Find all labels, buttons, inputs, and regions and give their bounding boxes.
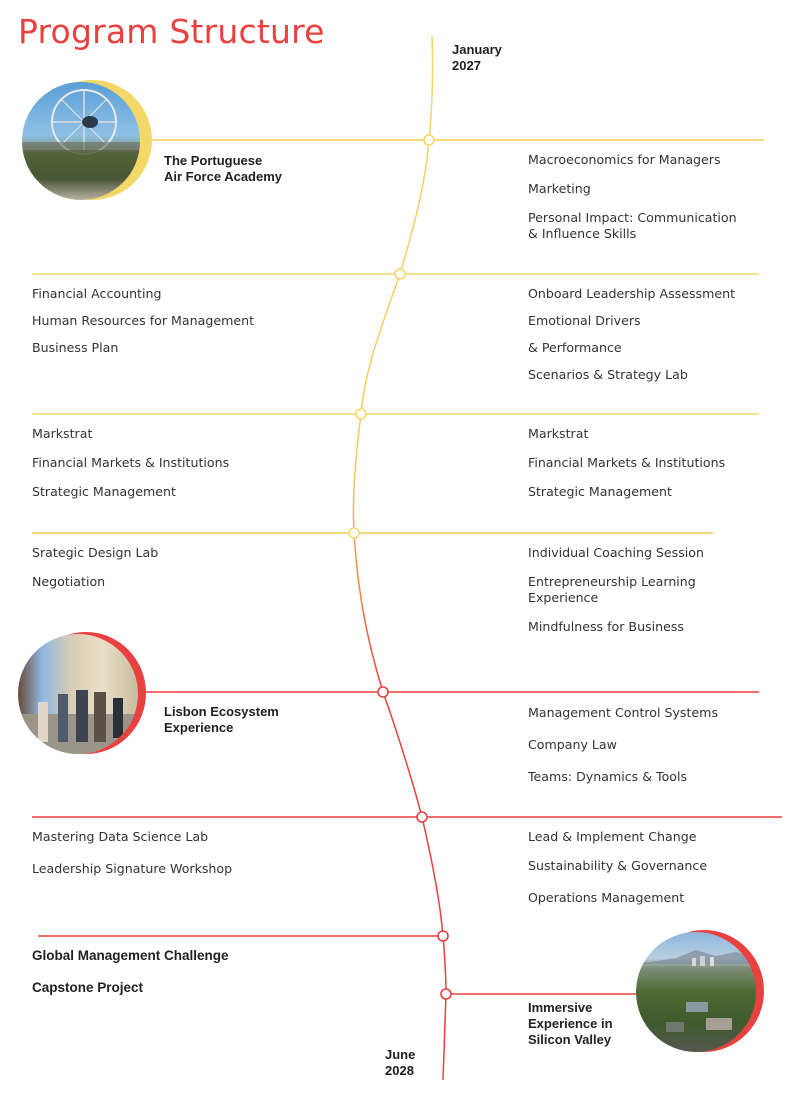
course-item-highlight: Global Management Challenge bbox=[32, 948, 229, 963]
course-item: Marketing bbox=[528, 181, 591, 196]
start-date-label bbox=[452, 42, 502, 74]
timeline-curve bbox=[353, 36, 446, 1080]
course-item: Lead & Implement Change bbox=[528, 829, 697, 844]
course-item: Negotiation bbox=[32, 574, 106, 589]
end-month: June bbox=[385, 1047, 416, 1062]
callout-line: Air Force Academy bbox=[164, 169, 283, 184]
course-item: Markstrat bbox=[32, 426, 93, 441]
end-year: 2028 bbox=[385, 1063, 414, 1078]
course-item: Emotional Drivers bbox=[528, 313, 641, 328]
course-item: Financial Markets & Institutions bbox=[32, 455, 230, 470]
course-item: Operations Management bbox=[528, 890, 685, 905]
course-item: Markstrat bbox=[528, 426, 589, 441]
course-item: Sustainability & Governance bbox=[528, 858, 708, 873]
course-item: Scenarios & Strategy Lab bbox=[528, 367, 688, 382]
lisbon-photo-art bbox=[18, 634, 138, 754]
start-year: 2027 bbox=[452, 58, 481, 73]
end-date-label bbox=[385, 1047, 415, 1079]
callout-line: Experience bbox=[164, 720, 234, 735]
course-item: & Influence Skills bbox=[528, 226, 637, 241]
callout-lisbon bbox=[164, 704, 279, 736]
course-item: Macroeconomics for Managers bbox=[528, 152, 721, 167]
course-item: Teams: Dynamics & Tools bbox=[528, 769, 688, 784]
callout-line: Silicon Valley bbox=[528, 1032, 612, 1047]
course-item: Strategic Management bbox=[528, 484, 672, 499]
page-title: Program Structure bbox=[18, 12, 325, 51]
course-item: Individual Coaching Session bbox=[528, 545, 704, 560]
course-item: Mindfulness for Business bbox=[528, 619, 684, 634]
course-item: Experience bbox=[528, 590, 599, 605]
aerial-city-photo-icon bbox=[636, 932, 756, 1052]
course-item: Srategic Design Lab bbox=[32, 545, 159, 560]
start-month: January bbox=[452, 42, 502, 57]
course-item: Leadership Signature Workshop bbox=[32, 861, 233, 876]
course-item-highlight: Capstone Project bbox=[32, 980, 144, 995]
course-item: Entrepreneurship Learning bbox=[528, 574, 696, 589]
callout-line: Immersive bbox=[528, 1000, 593, 1015]
callout-line: Lisbon Ecosystem bbox=[164, 704, 279, 719]
course-item: Company Law bbox=[528, 737, 617, 752]
course-item: Management Control Systems bbox=[528, 705, 719, 720]
course-item: Personal Impact: Communication bbox=[528, 210, 737, 225]
callout-air-force bbox=[164, 153, 282, 185]
course-item: & Performance bbox=[528, 340, 622, 355]
callout-silicon-valley bbox=[528, 1000, 613, 1048]
street-photo-lisbon-icon bbox=[18, 634, 138, 754]
course-item: Financial Accounting bbox=[32, 286, 162, 301]
silicon-valley-photo-art bbox=[636, 932, 756, 1052]
course-item: Financial Markets & Institutions bbox=[528, 455, 726, 470]
course-item: Mastering Data Science Lab bbox=[32, 829, 209, 844]
callout-line: Experience in bbox=[528, 1016, 613, 1031]
course-item: Strategic Management bbox=[32, 484, 176, 499]
course-item: Onboard Leadership Assessment bbox=[528, 286, 736, 301]
course-item: Human Resources for Management bbox=[32, 313, 255, 328]
callout-line: The Portuguese bbox=[164, 153, 263, 168]
course-item: Business Plan bbox=[32, 340, 119, 355]
air-force-photo-art bbox=[22, 82, 140, 200]
group-photo-air-force-icon bbox=[22, 82, 140, 200]
